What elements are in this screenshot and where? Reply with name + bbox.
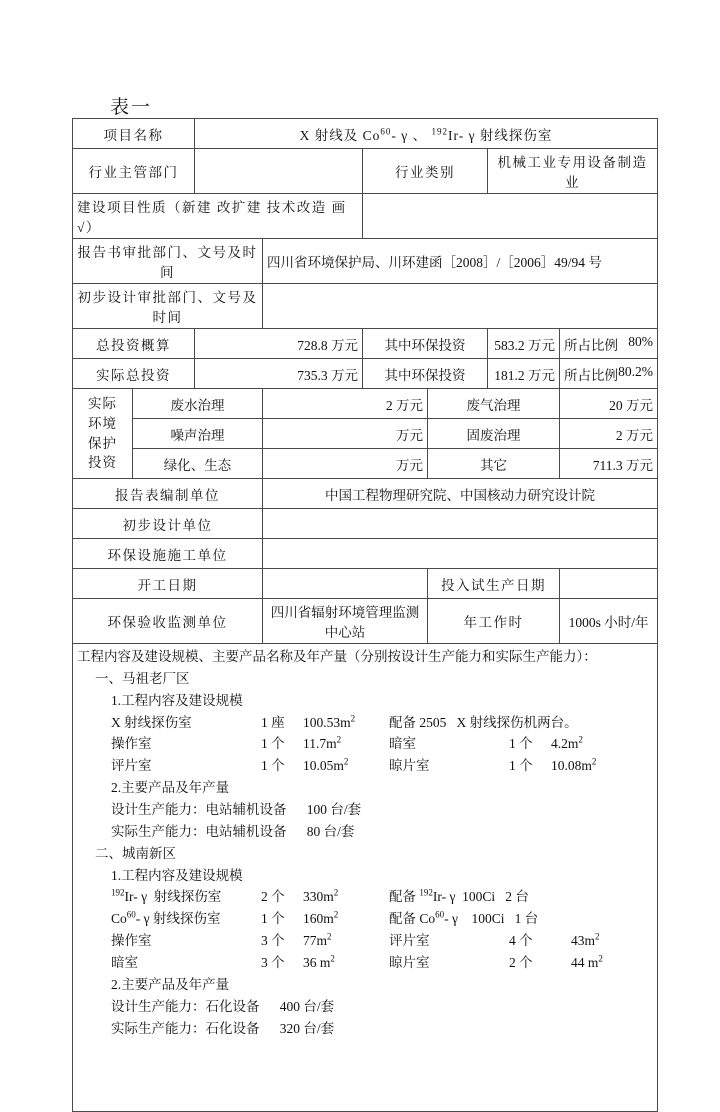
s1-line2-count: 1 个	[261, 736, 285, 752]
s2-line2-equip-sup: 60	[435, 909, 445, 920]
section1-sub2: 2.主要产品及年产量	[111, 780, 230, 796]
s1-line1-note: 配备 2505 X 射线探伤机两台。	[389, 714, 578, 730]
s1-line1-area-value: 100.53m	[303, 714, 351, 730]
s1-design-capacity: 设计生产能力：电站辅机设备 100 台/套	[111, 802, 362, 818]
s2-line4-area2-value: 44 m	[571, 955, 599, 971]
s1-line3-item: 评片室	[111, 758, 152, 774]
content-body-cell	[73, 644, 658, 1112]
s1-line1-item: X 射线探伤室	[111, 714, 192, 730]
s1-line2-count2: 1 个	[509, 736, 533, 752]
solid-waste-label: 固废治理	[428, 419, 560, 449]
s2-line4-area-sup: 2	[330, 953, 335, 964]
industry-type-value: 机械工业专用设备制造业	[488, 149, 658, 194]
project-nature-value[interactable]	[363, 194, 658, 239]
s2-line2-count: 1 个	[261, 911, 285, 927]
s2-line3-area2-value: 43m	[571, 933, 596, 949]
section1-sub1: 1.工程内容及建设规模	[111, 692, 243, 708]
s2-line2-equip-text: - γ 100Ci 1 台	[444, 911, 539, 927]
s2-line3-count2: 4 个	[509, 933, 533, 949]
project-name-sup-60: 60	[380, 126, 392, 136]
s1-line2	[77, 733, 653, 755]
wastegas-value: 20 万元	[560, 389, 658, 419]
s1-line1-area-sup: 2	[350, 713, 356, 724]
trial-date-value[interactable]	[560, 569, 658, 599]
s2-line1-area-sup: 2	[333, 887, 339, 898]
design-unit-value[interactable]	[263, 509, 658, 539]
table-row-report-approval	[73, 239, 658, 284]
solid-waste-value: 2 万元	[560, 419, 658, 449]
trial-date-label: 投入试生产日期	[428, 569, 560, 599]
ratio-label-2: 所占比例	[564, 367, 618, 383]
project-name-prefix: X 射线及 Co	[299, 127, 381, 143]
s1-line3-area-value: 10.05m	[303, 758, 344, 774]
s2-line3-area-value: 77m	[303, 933, 328, 949]
s2-line2-item-text: - γ 射线探伤室	[135, 911, 221, 927]
env-investment-block-label	[73, 389, 133, 479]
s2-line4-item2: 晾片室	[389, 955, 430, 971]
report-unit-label: 报告表编制单位	[73, 479, 263, 509]
s2-line2-item	[111, 908, 261, 930]
s2-line2-area-value: 160m	[303, 911, 334, 927]
s1-line3-area-sup: 2	[343, 756, 349, 767]
s2-line3-item2: 评片室	[389, 933, 430, 949]
greening-label: 绿化、生态	[133, 449, 263, 479]
s2-line3-count: 3 个	[261, 933, 285, 949]
s2-line1-equip-text: Ir- γ 100Ci 2 台	[432, 889, 529, 905]
s2-line4-item: 暗室	[111, 955, 138, 971]
total-budget-label: 总投资概算	[73, 329, 195, 359]
s2-line2-area-sup: 2	[333, 909, 339, 920]
env-invest-label-2: 其中环保投资	[363, 359, 488, 389]
s2-line2-equip-pre: 配备 Co	[389, 911, 436, 927]
s2-line3-area-sup: 2	[327, 931, 332, 942]
section1-title: 一、马祖老厂区	[95, 670, 190, 686]
industry-dept-value[interactable]	[195, 149, 363, 194]
s2-line4-area2	[571, 955, 603, 970]
table-row-wastewater	[73, 389, 658, 419]
project-name-mid: - γ 、	[391, 127, 432, 143]
s2-line4-count: 3 个	[261, 955, 285, 971]
s2-line1-equip	[389, 889, 529, 904]
env-invest-label-1: 其中环保投资	[363, 329, 488, 359]
ratio-cell-2	[560, 359, 658, 389]
s2-line4-count2: 2 个	[509, 955, 533, 971]
s1-line1-area	[303, 712, 389, 734]
acceptance-unit-label: 环保验收监测单位	[73, 599, 263, 644]
industry-type-label: 行业类别	[363, 149, 488, 194]
s2-line3	[77, 930, 653, 952]
s2-line1-pre-sup: 192	[111, 887, 125, 898]
s2-line1-count: 2 个	[261, 889, 285, 905]
s1-line2-item: 操作室	[111, 736, 152, 752]
s2-line4-area-value: 36 m	[303, 955, 331, 971]
s2-line1-equip-pre: 配备	[389, 889, 420, 905]
s1-line3-area2	[551, 758, 596, 773]
table-row-construction-unit	[73, 539, 658, 569]
s1-line2-area-sup: 2	[336, 734, 342, 745]
work-hours-value: 1000s 小时/年	[560, 599, 658, 644]
s1-line3-count2: 1 个	[509, 758, 533, 774]
table-row-content-body	[73, 644, 658, 1112]
s1-actual-capacity: 实际生产能力：电站辅机设备 80 台/套	[111, 823, 355, 839]
wastewater-value: 2 万元	[263, 389, 428, 419]
env-invest-value-2: 181.2 万元	[488, 359, 560, 389]
s1-line3-area2-value: 10.08m	[551, 758, 592, 774]
actual-total-label: 实际总投资	[73, 359, 195, 389]
s2-line2-item-sup: 60	[126, 909, 136, 920]
greening-value: 万元	[263, 449, 428, 479]
s1-line2-item2: 暗室	[389, 736, 416, 752]
other-value: 711.3 万元	[560, 449, 658, 479]
table-row-prelim-approval	[73, 284, 658, 329]
construction-unit-value[interactable]	[263, 539, 658, 569]
wastewater-label: 废水治理	[133, 389, 263, 419]
project-nature-label: 建设项目性质（新建 改扩建 技术改造 画√）	[73, 194, 363, 239]
content-heading: 工程内容及建设规模、主要产品名称及年产量（分别按设计生产能力和实际生产能力）：	[77, 649, 597, 664]
s2-line1-item	[111, 886, 261, 908]
project-name-sup-192: 192	[431, 126, 448, 136]
s1-line3-area2-sup: 2	[591, 756, 597, 767]
env-label-line-3: 保护	[88, 435, 117, 451]
noise-value: 万元	[263, 419, 428, 449]
table-row-start-date	[73, 569, 658, 599]
table-row-project-name	[73, 119, 658, 149]
table-row-report-unit	[73, 479, 658, 509]
table-row-design-unit	[73, 509, 658, 539]
s2-line2-item-pre: Co	[111, 911, 127, 927]
table-row-noise	[73, 419, 658, 449]
prelim-approval-label: 初步设计审批部门、文号及时间	[73, 284, 263, 329]
table-row-project-nature	[73, 194, 658, 239]
s2-line4-area2-sup: 2	[598, 953, 603, 964]
report-approval-value: 四川省环境保护局、川环建函［2008］/［2006］49/94 号	[263, 239, 658, 284]
ratio-label-1: 所占比例	[564, 337, 618, 353]
env-invest-value-1: 583.2 万元	[488, 329, 560, 359]
ratio-cell-1	[560, 329, 658, 359]
s2-design-capacity: 设计生产能力：石化设备 400 台/套	[111, 998, 335, 1014]
s2-line3-item: 操作室	[111, 933, 152, 949]
s1-line3-item2: 晾片室	[389, 758, 430, 774]
start-date-label: 开工日期	[73, 569, 263, 599]
acceptance-unit-value: 四川省辐射环境管理监测中心站	[263, 599, 428, 644]
s2-line2-equip	[389, 911, 538, 926]
section2-sub1: 1.工程内容及建设规模	[111, 867, 243, 883]
s2-line1-equip-sup: 192	[419, 887, 433, 898]
s1-line2-area	[303, 733, 389, 755]
design-unit-label: 初步设计单位	[73, 509, 263, 539]
body-bottom-spacer	[77, 1039, 653, 1109]
s2-line4	[77, 952, 653, 974]
s1-line3-count: 1 个	[261, 758, 285, 774]
env-label-line-2: 环境	[88, 415, 117, 431]
table-row-acceptance-unit	[73, 599, 658, 644]
s2-line2	[77, 908, 653, 930]
actual-total-value: 735.3 万元	[195, 359, 363, 389]
s1-line2-area-value: 11.7m	[303, 736, 337, 752]
other-label: 其它	[428, 449, 560, 479]
ratio-value-2: 80.2%	[618, 363, 654, 379]
s1-line3	[77, 755, 653, 777]
report-approval-label: 报告书审批部门、文号及时间	[73, 239, 263, 284]
project-name-value	[195, 119, 658, 149]
prelim-approval-value[interactable]	[263, 284, 658, 329]
construction-unit-label: 环保设施施工单位	[73, 539, 263, 569]
table-row-greening	[73, 449, 658, 479]
s1-line2-area2-value: 4.2m	[551, 736, 579, 752]
wastegas-label: 废气治理	[428, 389, 560, 419]
noise-label: 噪声治理	[133, 419, 263, 449]
env-label-line-4: 投资	[88, 455, 117, 471]
s2-line1-item-text: Ir- γ 射线探伤室	[124, 889, 222, 905]
content-body	[77, 646, 653, 1109]
s1-line2-area2-sup: 2	[578, 734, 583, 745]
s1-line3-area	[303, 755, 389, 777]
table-row-total-budget	[73, 329, 658, 359]
table-row-actual-total	[73, 359, 658, 389]
s2-line3-area2-sup: 2	[595, 931, 600, 942]
s1-line1-count: 1 座	[261, 714, 285, 730]
work-hours-label: 年工作时	[428, 599, 560, 644]
table-row-industry	[73, 149, 658, 194]
s2-line3-area2	[571, 933, 600, 948]
ratio-value-1: 80%	[628, 333, 654, 349]
s2-line2-area	[303, 908, 389, 930]
project-summary-table	[72, 118, 658, 1112]
total-budget-value: 728.8 万元	[195, 329, 363, 359]
start-date-value[interactable]	[263, 569, 428, 599]
env-label-line-1: 实际	[88, 396, 117, 412]
project-name-label: 项目名称	[73, 119, 195, 149]
s2-actual-capacity: 实际生产能力：石化设备 320 台/套	[111, 1020, 335, 1036]
report-unit-value: 中国工程物理研究院、中国核动力研究设计院	[263, 479, 658, 509]
section2-title: 二、城南新区	[95, 845, 176, 861]
s1-line2-area2	[551, 736, 583, 751]
sheet-title: 表一	[110, 97, 153, 118]
project-name-suffix: Ir- γ 射线探伤室	[447, 127, 553, 143]
s2-line1-area-value: 330m	[303, 889, 334, 905]
s2-line1	[77, 886, 653, 908]
s2-line3-area	[303, 930, 389, 952]
section2-sub2: 2.主要产品及年产量	[111, 976, 230, 992]
s2-line1-area	[303, 886, 389, 908]
s1-line1	[77, 712, 653, 734]
s2-line4-area	[303, 952, 389, 974]
industry-dept-label: 行业主管部门	[73, 149, 195, 194]
